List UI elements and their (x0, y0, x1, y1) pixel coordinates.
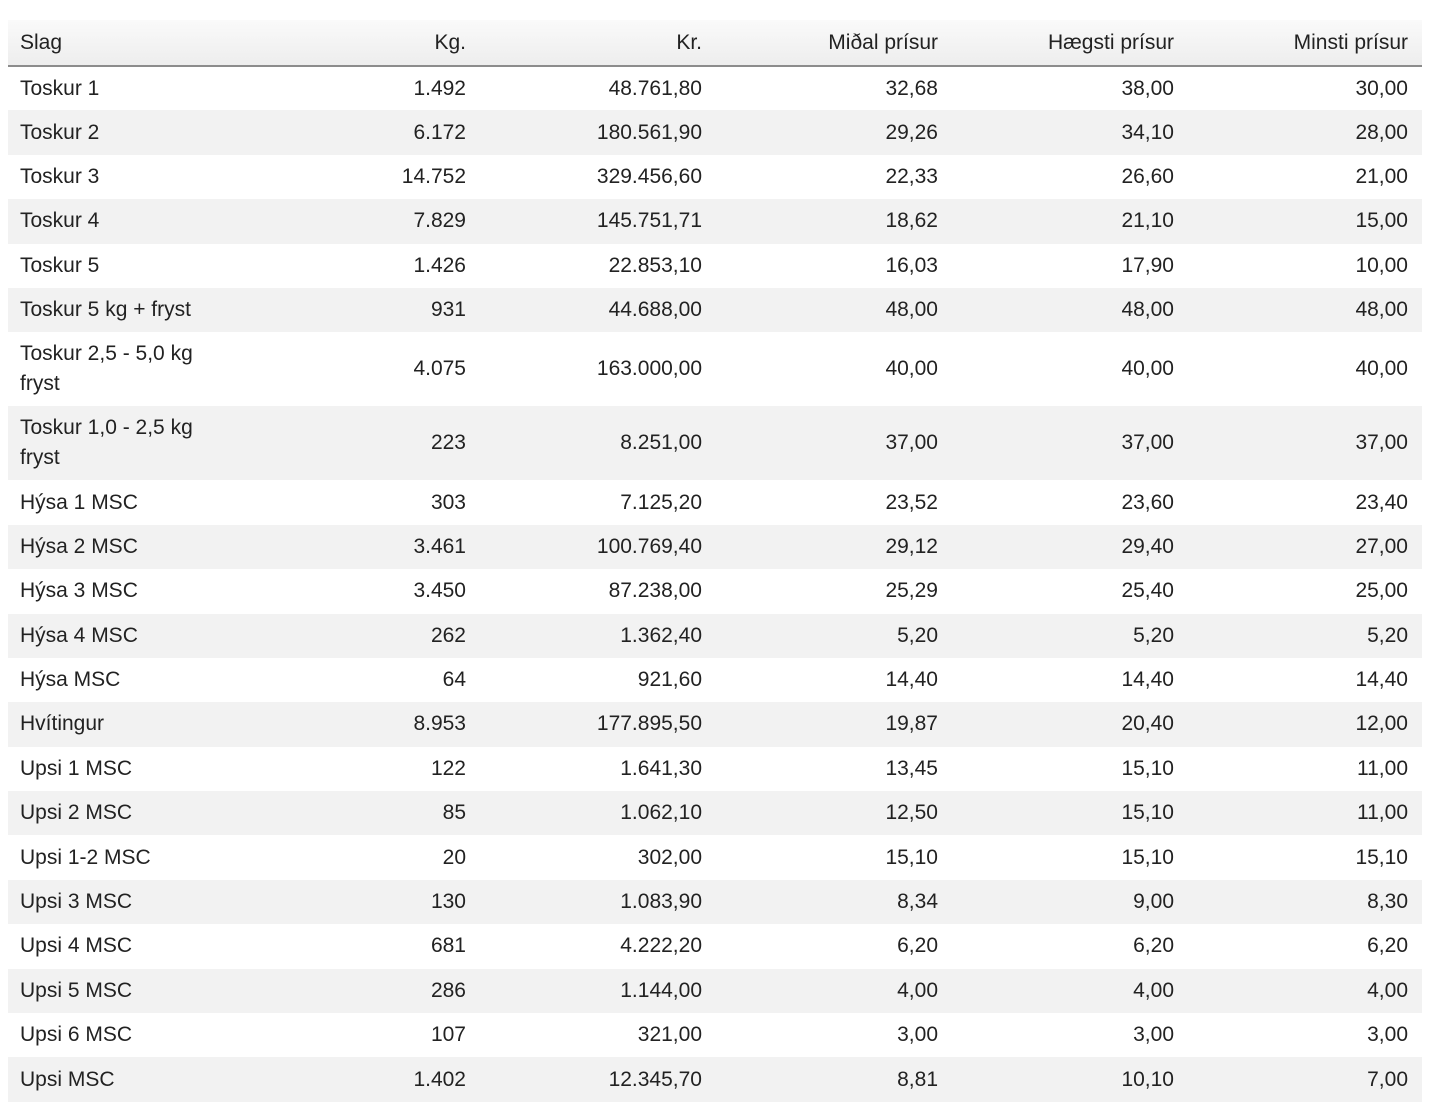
cell-avg-price: 29,26 (885, 120, 938, 144)
cell-slag: Upsi 2 MSC (20, 801, 133, 825)
cell-min-price: 28,00 (1355, 120, 1408, 144)
cell-max-price: 15,10 (1121, 845, 1174, 869)
cell-kg: 1.492 (413, 76, 466, 100)
cell-avg-price: 13,45 (885, 756, 938, 780)
cell-min-price: 15,10 (1355, 845, 1408, 869)
cell-kr: 1.362,40 (620, 623, 702, 647)
cell-avg-price: 4,00 (897, 978, 938, 1002)
cell-kr: 48.761,80 (608, 76, 702, 100)
table-row (8, 835, 1422, 879)
cell-min-price: 48,00 (1355, 298, 1408, 322)
cell-kg: 20 (442, 845, 466, 869)
cell-min-price: 8,30 (1367, 890, 1408, 914)
cell-min-price: 27,00 (1355, 534, 1408, 558)
cell-avg-price: 5,20 (897, 623, 938, 647)
cell-max-price: 25,40 (1121, 579, 1174, 603)
cell-kr: 921,60 (637, 668, 702, 692)
cell-max-price: 26,60 (1121, 164, 1174, 188)
cell-slag: Upsi 3 MSC (20, 890, 133, 914)
table-row (8, 1057, 1422, 1101)
cell-kr: 44.688,00 (608, 298, 702, 322)
table-row (8, 525, 1422, 569)
cell-kr: 329.456,60 (596, 164, 702, 188)
cell-slag: Upsi 1-2 MSC (20, 845, 151, 869)
cell-kr: 177.895,50 (596, 712, 702, 736)
cell-avg-price: 16,03 (885, 253, 938, 277)
cell-kg: 1.402 (413, 1067, 466, 1091)
cell-min-price: 7,00 (1367, 1067, 1408, 1091)
table-header (8, 20, 1422, 66)
header-min-price[interactable]: Minsti prísur (1188, 20, 1422, 66)
cell-avg-price: 18,62 (885, 209, 938, 233)
cell-kg: 6.172 (413, 120, 466, 144)
cell-kr: 12.345,70 (608, 1067, 702, 1091)
cell-kr: 180.561,90 (596, 120, 702, 144)
table-row (8, 155, 1422, 199)
cell-kr: 87.238,00 (608, 579, 702, 603)
header-max-price[interactable]: Hægsti prísur (952, 20, 1188, 66)
cell-avg-price: 19,87 (885, 712, 938, 736)
header-slag[interactable]: Slag (8, 20, 244, 66)
cell-kg: 4.075 (413, 357, 466, 381)
cell-max-price: 6,20 (1133, 934, 1174, 958)
cell-slag: Hýsa 3 MSC (20, 579, 138, 603)
cell-kr: 1.062,10 (620, 801, 702, 825)
cell-kg: 1.426 (413, 253, 466, 277)
cell-min-price: 11,00 (1357, 756, 1408, 780)
cell-max-price: 14,40 (1121, 668, 1174, 692)
cell-kg: 303 (430, 490, 466, 514)
cell-max-price: 38,00 (1121, 76, 1174, 100)
table-row (8, 199, 1422, 243)
table-row (8, 244, 1422, 288)
table-row (8, 924, 1422, 968)
cell-slag: Hýsa MSC (20, 668, 121, 692)
cell-slag: Toskur 3 (20, 164, 100, 188)
cell-max-price: 21,10 (1121, 209, 1174, 233)
table-body (8, 66, 1422, 1102)
table-row (8, 747, 1422, 791)
cell-avg-price: 32,68 (885, 76, 938, 100)
cell-kr: 4.222,20 (620, 934, 702, 958)
cell-slag: Hvítingur (20, 712, 105, 736)
cell-avg-price: 25,29 (885, 579, 938, 603)
cell-kg: 7.829 (413, 209, 466, 233)
cell-min-price: 6,20 (1367, 934, 1408, 958)
cell-avg-price: 12,50 (885, 801, 938, 825)
table-row (8, 1013, 1422, 1057)
cell-slag: Toskur 1 (20, 76, 100, 100)
cell-min-price: 25,00 (1355, 579, 1408, 603)
table-row (8, 332, 1422, 406)
cell-slag: Upsi MSC (20, 1067, 115, 1091)
cell-avg-price: 6,20 (897, 934, 938, 958)
cell-min-price: 4,00 (1367, 978, 1408, 1002)
cell-slag: Toskur 1,0 - 2,5 kg fryst (20, 416, 193, 470)
cell-max-price: 17,90 (1121, 253, 1174, 277)
cell-slag: Hýsa 2 MSC (20, 534, 138, 558)
cell-slag: Toskur 4 (20, 209, 100, 233)
cell-min-price: 23,40 (1355, 490, 1408, 514)
cell-kg: 681 (430, 934, 466, 958)
table-row (8, 288, 1422, 332)
cell-kg: 64 (442, 668, 466, 692)
cell-avg-price: 37,00 (885, 431, 938, 455)
cell-slag: Upsi 6 MSC (20, 1023, 133, 1047)
cell-kg: 3.450 (413, 579, 466, 603)
cell-kr: 1.641,30 (620, 756, 702, 780)
cell-kg: 931 (430, 298, 466, 322)
cell-max-price: 23,60 (1121, 490, 1174, 514)
cell-kg: 122 (430, 756, 466, 780)
cell-kr: 1.144,00 (620, 978, 702, 1002)
table-row (8, 702, 1422, 746)
cell-kr: 321,00 (637, 1023, 702, 1047)
cell-avg-price: 40,00 (885, 357, 938, 381)
cell-kg: 85 (442, 801, 466, 825)
cell-slag: Upsi 1 MSC (20, 756, 133, 780)
cell-min-price: 5,20 (1367, 623, 1408, 647)
header-kg[interactable]: Kg. (244, 20, 480, 66)
cell-slag: Upsi 4 MSC (20, 934, 133, 958)
cell-max-price: 40,00 (1121, 357, 1174, 381)
cell-max-price: 48,00 (1121, 298, 1174, 322)
cell-kg: 130 (430, 890, 466, 914)
table-row (8, 66, 1422, 110)
cell-slag: Hýsa 4 MSC (20, 623, 138, 647)
cell-slag: Hýsa 1 MSC (20, 490, 138, 514)
cell-avg-price: 14,40 (885, 668, 938, 692)
cell-slag: Toskur 5 (20, 253, 100, 277)
cell-min-price: 14,40 (1355, 668, 1408, 692)
cell-min-price: 12,00 (1355, 712, 1408, 736)
cell-max-price: 29,40 (1121, 534, 1174, 558)
cell-kr: 1.083,90 (620, 890, 702, 914)
cell-kr: 145.751,71 (596, 209, 702, 233)
cell-max-price: 5,20 (1133, 623, 1174, 647)
cell-max-price: 37,00 (1121, 431, 1174, 455)
header-row (8, 20, 1422, 66)
table-row (8, 658, 1422, 702)
table-row (8, 406, 1422, 480)
cell-avg-price: 22,33 (885, 164, 938, 188)
cell-min-price: 15,00 (1355, 209, 1408, 233)
cell-max-price: 10,10 (1121, 1067, 1174, 1091)
table-row (8, 480, 1422, 524)
cell-avg-price: 23,52 (885, 490, 938, 514)
cell-avg-price: 3,00 (897, 1023, 938, 1047)
cell-min-price: 11,00 (1357, 801, 1408, 825)
header-kr[interactable]: Kr. (480, 20, 716, 66)
cell-avg-price: 29,12 (885, 534, 938, 558)
cell-slag: Toskur 2 (20, 120, 100, 144)
cell-max-price: 3,00 (1133, 1023, 1174, 1047)
cell-kg: 8.953 (413, 712, 466, 736)
cell-max-price: 15,10 (1121, 756, 1174, 780)
header-avg-price[interactable]: Miðal prísur (716, 20, 952, 66)
cell-avg-price: 48,00 (885, 298, 938, 322)
cell-kr: 100.769,40 (596, 534, 702, 558)
cell-kg: 3.461 (413, 534, 466, 558)
cell-min-price: 37,00 (1355, 431, 1408, 455)
cell-kr: 8.251,00 (620, 431, 702, 455)
cell-min-price: 30,00 (1355, 76, 1408, 100)
cell-slag: Upsi 5 MSC (20, 978, 133, 1002)
cell-kg: 14.752 (401, 164, 466, 188)
table-row (8, 791, 1422, 835)
table-row (8, 569, 1422, 613)
cell-max-price: 15,10 (1121, 801, 1174, 825)
cell-avg-price: 8,34 (897, 890, 938, 914)
table-row (8, 880, 1422, 924)
cell-min-price: 3,00 (1367, 1023, 1408, 1047)
cell-kg: 107 (430, 1023, 466, 1047)
price-table-container (8, 20, 1422, 1102)
cell-avg-price: 15,10 (885, 845, 938, 869)
cell-slag: Toskur 2,5 - 5,0 kg fryst (20, 342, 193, 396)
cell-kr: 22.853,10 (608, 253, 702, 277)
cell-max-price: 34,10 (1121, 120, 1174, 144)
cell-min-price: 21,00 (1355, 164, 1408, 188)
table-row (8, 614, 1422, 658)
cell-kr: 7.125,20 (620, 490, 702, 514)
cell-slag: Toskur 5 kg + fryst (20, 298, 191, 322)
cell-kr: 163.000,00 (596, 357, 702, 381)
cell-max-price: 20,40 (1121, 712, 1174, 736)
table-row (8, 969, 1422, 1013)
cell-kg: 262 (430, 623, 466, 647)
price-table (8, 20, 1422, 1102)
cell-min-price: 40,00 (1355, 357, 1408, 381)
table-row (8, 110, 1422, 154)
cell-kg: 286 (430, 978, 466, 1002)
cell-avg-price: 8,81 (897, 1067, 938, 1091)
cell-kg: 223 (430, 431, 466, 455)
cell-kr: 302,00 (637, 845, 702, 869)
cell-max-price: 4,00 (1133, 978, 1174, 1002)
cell-min-price: 10,00 (1355, 253, 1408, 277)
cell-max-price: 9,00 (1133, 890, 1174, 914)
